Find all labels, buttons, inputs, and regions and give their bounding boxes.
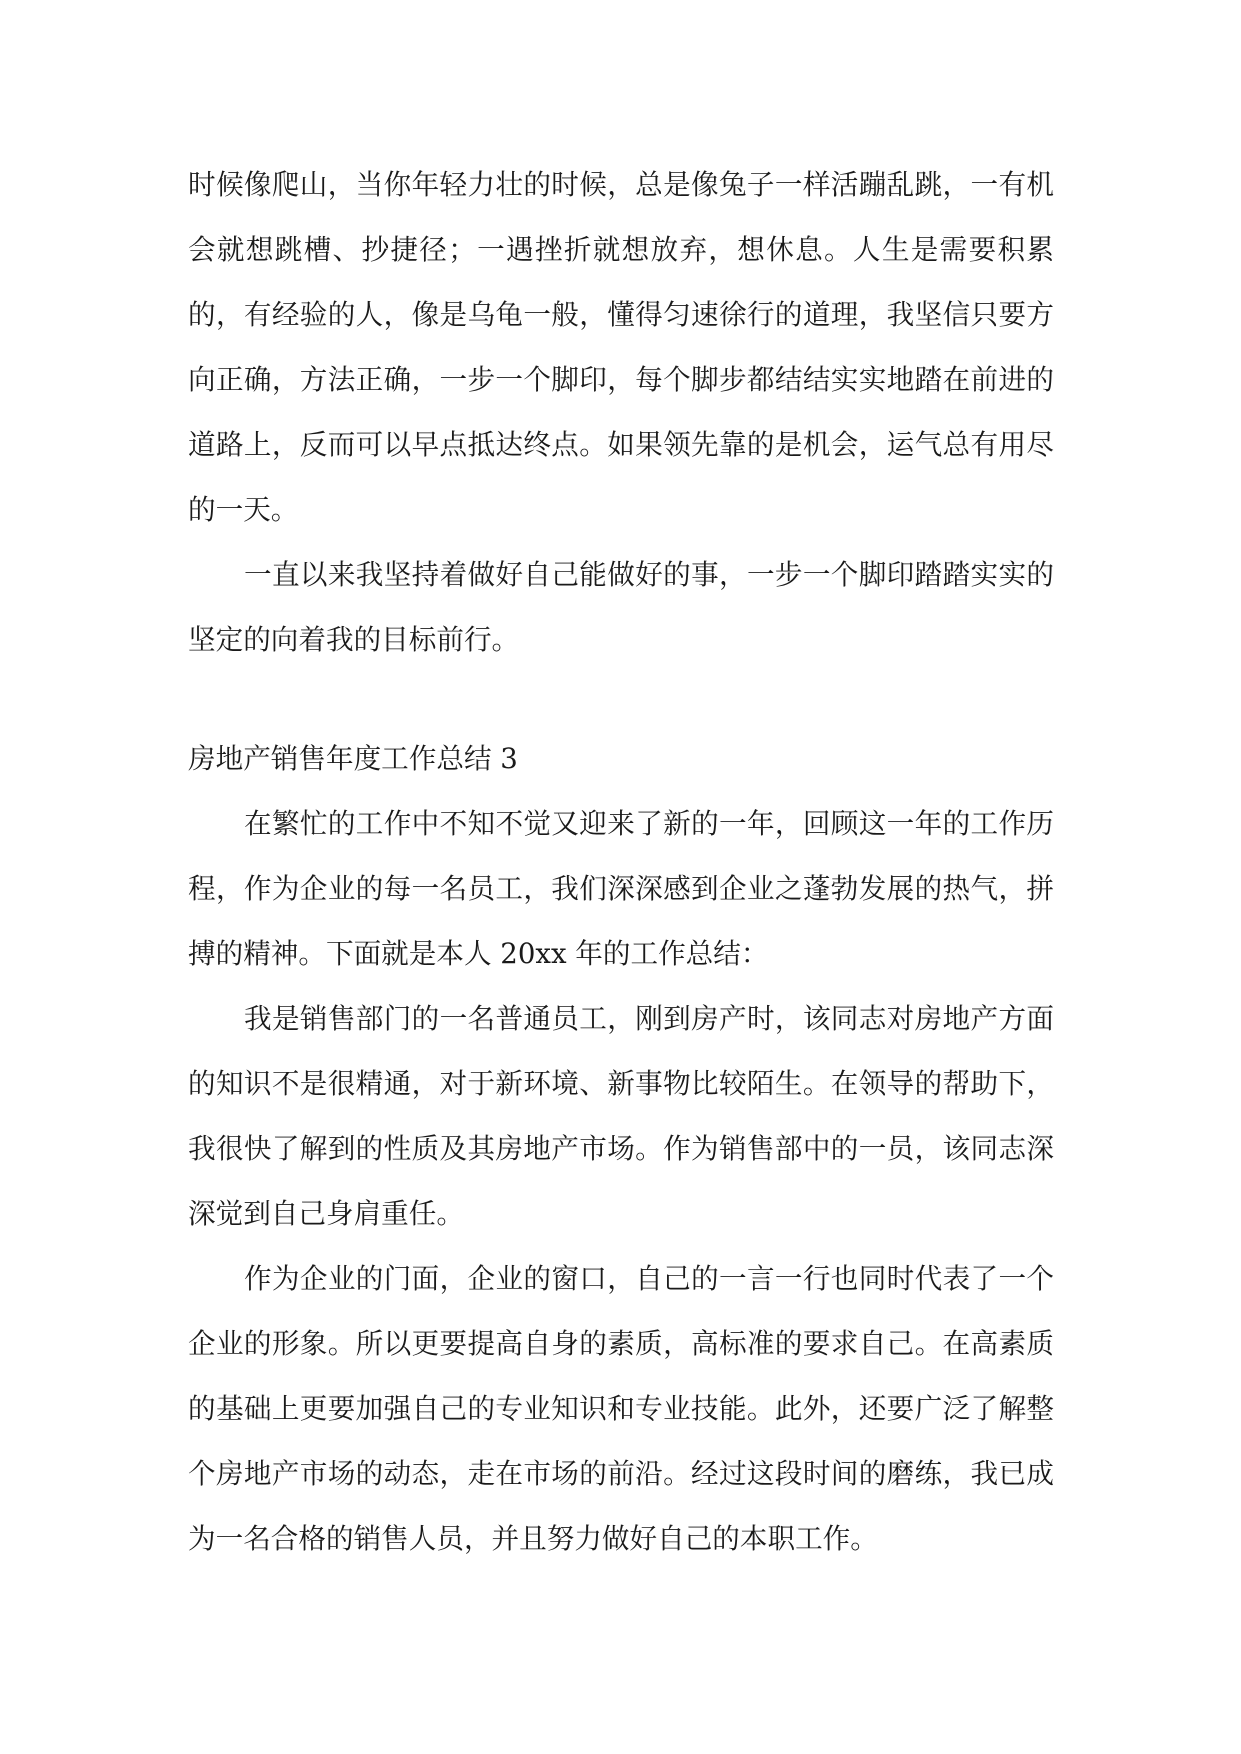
paragraph: 在繁忙的工作中不知不觉又迎来了新的一年，回顾这一年的工作历程，作为企业的每一名员工，我们深深感到企业之蓬勃发展的热气，拼搏的精神。下面就是本人 20xx 年的工作总结：: [188, 807, 1054, 970]
paragraph: 我是销售部门的一名普通员工，刚到房产时，该同志对房地产方面的知识不是很精通，对于新环境、新事物比较陌生。在领导的帮助下，我很快了解到的性质及其房地产市场。作为销售部中的一员，该同志深深觉到自己身肩重任。: [188, 1002, 1054, 1230]
paragraph: 一直以来我坚持着做好自己能做好的事，一步一个脚印踏踏实实的坚定的向着我的目标前行。: [188, 558, 1054, 656]
paragraph: 作为企业的门面，企业的窗口，自己的一言一行也同时代表了一个企业的形象。所以更要提高自身的素质，高标准的要求自己。在高素质的基础上更要加强自己的专业知识和专业技能。此外，还要广泛了解整个房地产市场的动态，走在市场的前沿。经过这段时间的磨练，我已成为一名合格的销售人员，并且努力做好自己的本职工作。: [188, 1262, 1054, 1555]
paragraph-continuation: 时候像爬山，当你年轻力壮的时候，总是像兔子一样活蹦乱跳，一有机会就想跳槽、抄捷径；一遇挫折就想放弃，想休息。人生是需要积累的，有经验的人，像是乌龟一般，懂得匀速徐行的道理，我坚信只要方向正确，方法正确，一步一个脚印，每个脚步都结结实实地踏在前进的道路上，反而可以早点抵达终点。如果领先靠的是机会，运气总有用尽的一天。: [188, 168, 1054, 526]
section-heading: 房地产销售年度工作总结 3: [188, 742, 518, 775]
document-body: [188, 152, 1054, 1571]
section-spacer: [188, 672, 1054, 726]
